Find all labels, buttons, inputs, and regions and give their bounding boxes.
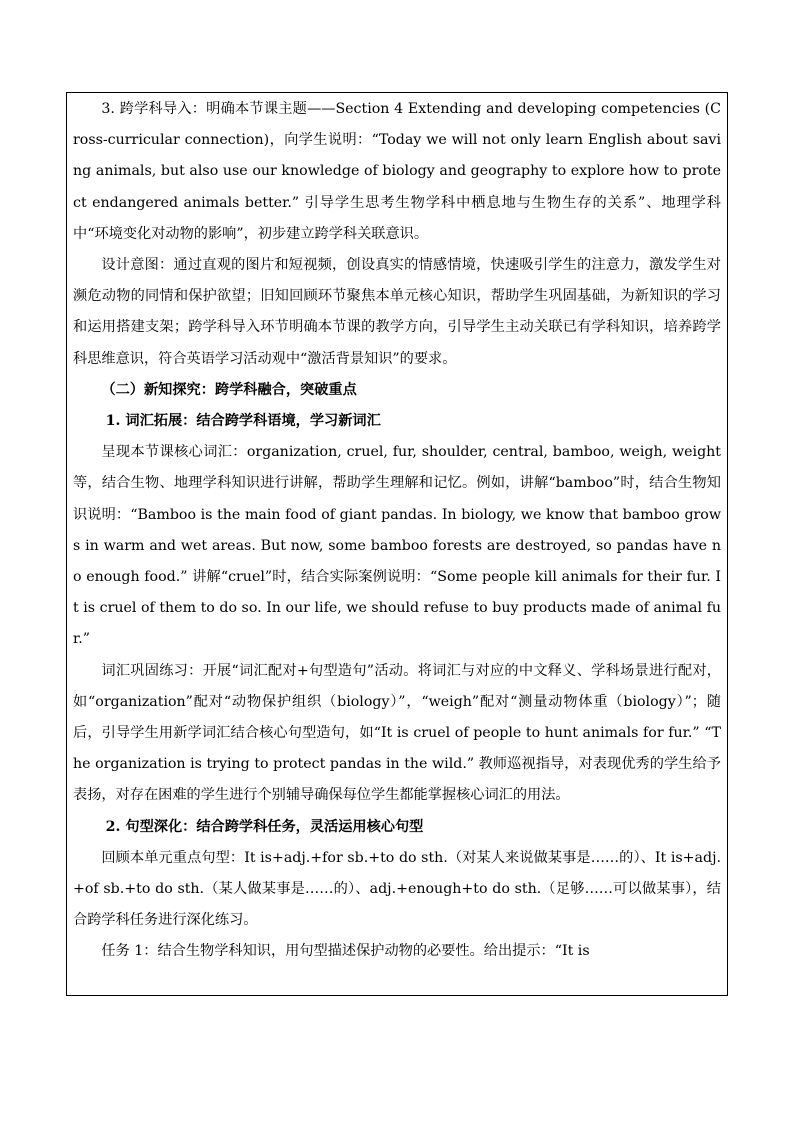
lesson-plan-content bbox=[73, 94, 721, 968]
paragraph-vocabulary-presentation: 呈现本节课核心词汇：organization, cruel, fur, shoulder, central, bamboo, weigh, weight 等，结合生物、地理学科知识进行讲解，帮助学生理解和记忆。例如，讲解“bamboo”时，结合生物知识说明：“Bamboo is the main food of giant pandas. In biology, we know that bamboo grows in warm and wet areas. But now, some bamboo forests are destroyed, so pandas have no enough food.” 讲解“cruel”时，结合实际案例说明：“Some people kill animals for their fur. It is cruel of them to do so. In our life, we should refuse to buy products made of animal fur.” bbox=[73, 444, 721, 648]
paragraph-task-1: 任务 1：结合生物学科知识，用句型描述保护动物的必要性。给出提示：“It is bbox=[101, 943, 590, 960]
lesson-plan-table-cell bbox=[66, 92, 728, 996]
paragraph-design-intent: 设计意图：通过直观的图片和短视频，创设真实的情感情境，快速吸引学生的注意力，激发学生对濒危动物的同情和保护欲望；旧知回顾环节聚焦本单元核心知识，帮助学生巩固基础，为新知识的学习和运用搭建支架；跨学科导入环节明确本节课的教学方向，引导学生主动关联已有学科知识，培养跨学科思维意识，符合英语学习活动观中“激活背景知识”的要求。 bbox=[73, 257, 721, 367]
subheading-vocabulary: 1. 词汇拓展：结合跨学科语境，学习新词汇 bbox=[105, 413, 381, 430]
section-heading-new-knowledge: （二）新知探究：跨学科融合，突破重点 bbox=[101, 381, 357, 398]
paragraph-vocabulary-practice: 词汇巩固练习：开展“词汇配对+句型造句”活动。将词汇与对应的中文释义、学科场景进行配对，如“organization”配对“动物保护组织（biology）”，“weigh”配对“测量动物体重（biology）”；随后，引导学生用新学词汇结合核心句型造句，如“It is cruel of people to hunt animals for fur.” “The organization is trying to protect pandas in the wild.” 教师巡视指导，对表现优秀的学生给予表扬，对存在困难的学生进行个别辅导确保每位学生都能掌握核心词汇的用法。 bbox=[73, 662, 721, 804]
paragraph-cross-curricular-intro: 3. 跨学科导入：明确本节课主题——Section 4 Extending and developing competencies (Cross-curricular connection)，向学生说明：“Today we will not only learn English about saving animals, but also use our knowledge of biology and geography to explore how to protect endangered animals better.” 引导学生思考生物学科中栖息地与生物生存的关系”、地理学科中“环境变化对动物的影响”，初步建立跨学科关联意识。 bbox=[73, 101, 721, 242]
subheading-sentence-patterns: 2. 句型深化：结合跨学科任务，灵活运用核心句型 bbox=[105, 818, 424, 835]
paragraph-sentence-review: 回顾本单元重点句型：It is+adj.+for sb.+to do sth.（对某人来说做某事是……的）、It is+adj.+of sb.+to do sth.（某人做某事是……的）、adj.+enough+to do sth.（足够……可以做某事），结合跨学科任务进行深化练习。 bbox=[73, 849, 721, 929]
